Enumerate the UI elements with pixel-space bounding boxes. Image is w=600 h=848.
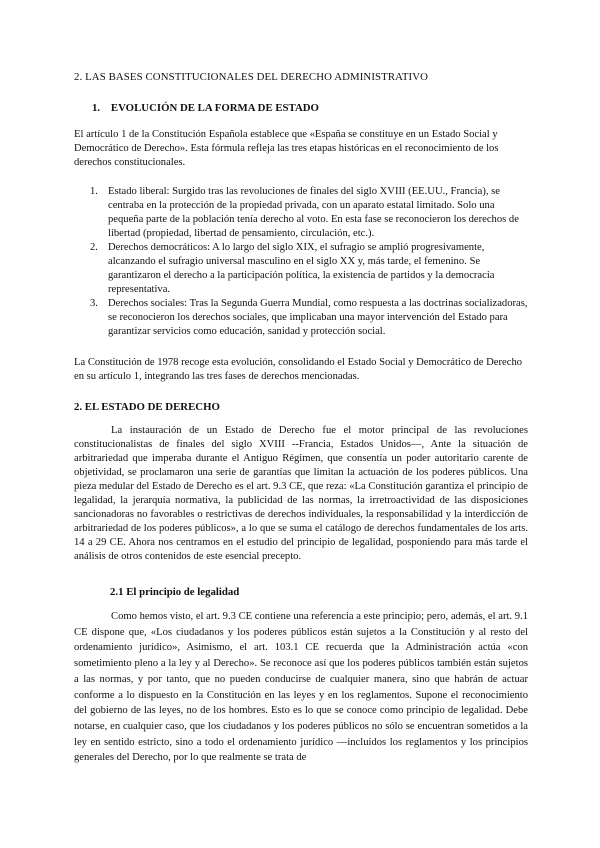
conclusion-paragraph: La Constitución de 1978 recoge esta evolución, consolidando el Estado Social y Democrático de Derecho en su artículo 1, integrando las tres fases de derechos mencionadas. [74,357,523,382]
section-heading-evolucion: 1. EVOLUCIÓN DE LA FORMA DE ESTADO [92,102,319,114]
list-item-number: 3. [90,298,98,309]
subsection-heading-legalidad: 2.1 El principio de legalidad [110,586,240,598]
list-item [74,185,528,241]
phases-list [74,185,528,339]
list-item-number: 1. [90,186,98,197]
list-item-text: Derechos sociales: Tras la Segunda Guerra Mundial, como respuesta a las doctrinas socializadoras, se reconocieron los derechos sociales, que implicaban una mayor intervención del Estado para garantizar servicios como educación, sanidad y protección social. [108,298,528,337]
list-item [74,297,528,339]
list-item-text: Estado liberal: Surgido tras las revoluciones de finales del siglo XVIII (EE.UU., Francia), se centraba en la protección de la propiedad privada, con un aparato estatal limitado. Solo una pequeña parte de la población tenía derecho al voto. En esta fase se reconocieron los derechos de libertad (propiedad, libertad de pensamiento, circulación, etc.). [108,186,519,239]
chapter-title: 2. LAS BASES CONSTITUCIONALES DEL DERECHO ADMINISTRATIVO [74,71,429,83]
legalidad-paragraph: Como hemos visto, el art. 9.3 CE contiene una referencia a este principio; pero, además, el art. 9.1 CE dispone que, «Los ciudadanos y los poderes públicos están sujetos a la Constitución y al resto del ordenamiento jurídico», Asimismo, el art. 103.1 CE recuerda que la Administración actúa «con sometimiento pleno a la ley y al Derecho». Se reconoce así que los poderes públicos también están sujetos a las normas, y por tanto, que no pueden conducirse de cualquier manera, sino que habrán de actuar conforme a lo dispuesto en la Constitución en las leyes y en los reglamentos. Supone el reconocimiento del gobierno de las leyes, no de los hombres. Esto es lo que se conoce como principio de legalidad. Debe notarse, en cualquier caso, que los ciudadanos y los poderes públicos no sólo se encuentran sometidos a la ley en sentido estricto, sino a todo el ordenamiento jurídico —incluidos los reglamentos y los principios generales del Derecho, por lo que realmente se trata de [74,611,528,764]
section-heading-estado-derecho: 2. EL ESTADO DE DERECHO [74,401,220,413]
intro-paragraph: El artículo 1 de la Constitución Española establece que «España se constituye en un Estado Social y Democrático de Derecho». Esta fórmula refleja las tres etapas históricas en el reconocimiento de los derechos constitucionales. [74,129,499,168]
estado-derecho-paragraph: La instauración de un Estado de Derecho fue el motor principal de las revoluciones constitucionalistas de finales del siglo XVIII --Francia, Estados Unidos—, Ante la situación de arbitrariedad que imperaba durante el Antiguo Régimen, que consentía un poder autoritario carente de objetividad, se proclamaron una serie de garantías que limitan la actuación de los poderes públicos. Una pieza medular del Estado de Derecho es el art. 9.3 CE, que reza: «La Constitución garantiza el principio de legalidad, la jerarquía normativa, la publicidad de las normas, la irretroactividad de las disposiciones sancionadoras no favorables o restrictivas de derechos individuales, la responsabilidad y la interdicción de arbitrariedad de los poderes públicos», a lo que se suma el catálogo de derechos fundamentales de los arts. 14 a 29 CE. Ahora nos centramos en el estudio del principio de legalidad, posponiendo para más tarde el análisis de otros contenidos de este esencial precepto. [74,425,528,562]
list-item-number: 2. [90,242,98,253]
list-item-text: Derechos democráticos: A lo largo del siglo XIX, el sufragio se amplió progresivamente, alcanzando el sufragio universal masculino en el siglo XX y, más tarde, el femenino. Se garantizaron el derecho a la participación política, la existencia de partidos y la democracia representativa. [108,242,495,295]
list-item [74,241,528,297]
